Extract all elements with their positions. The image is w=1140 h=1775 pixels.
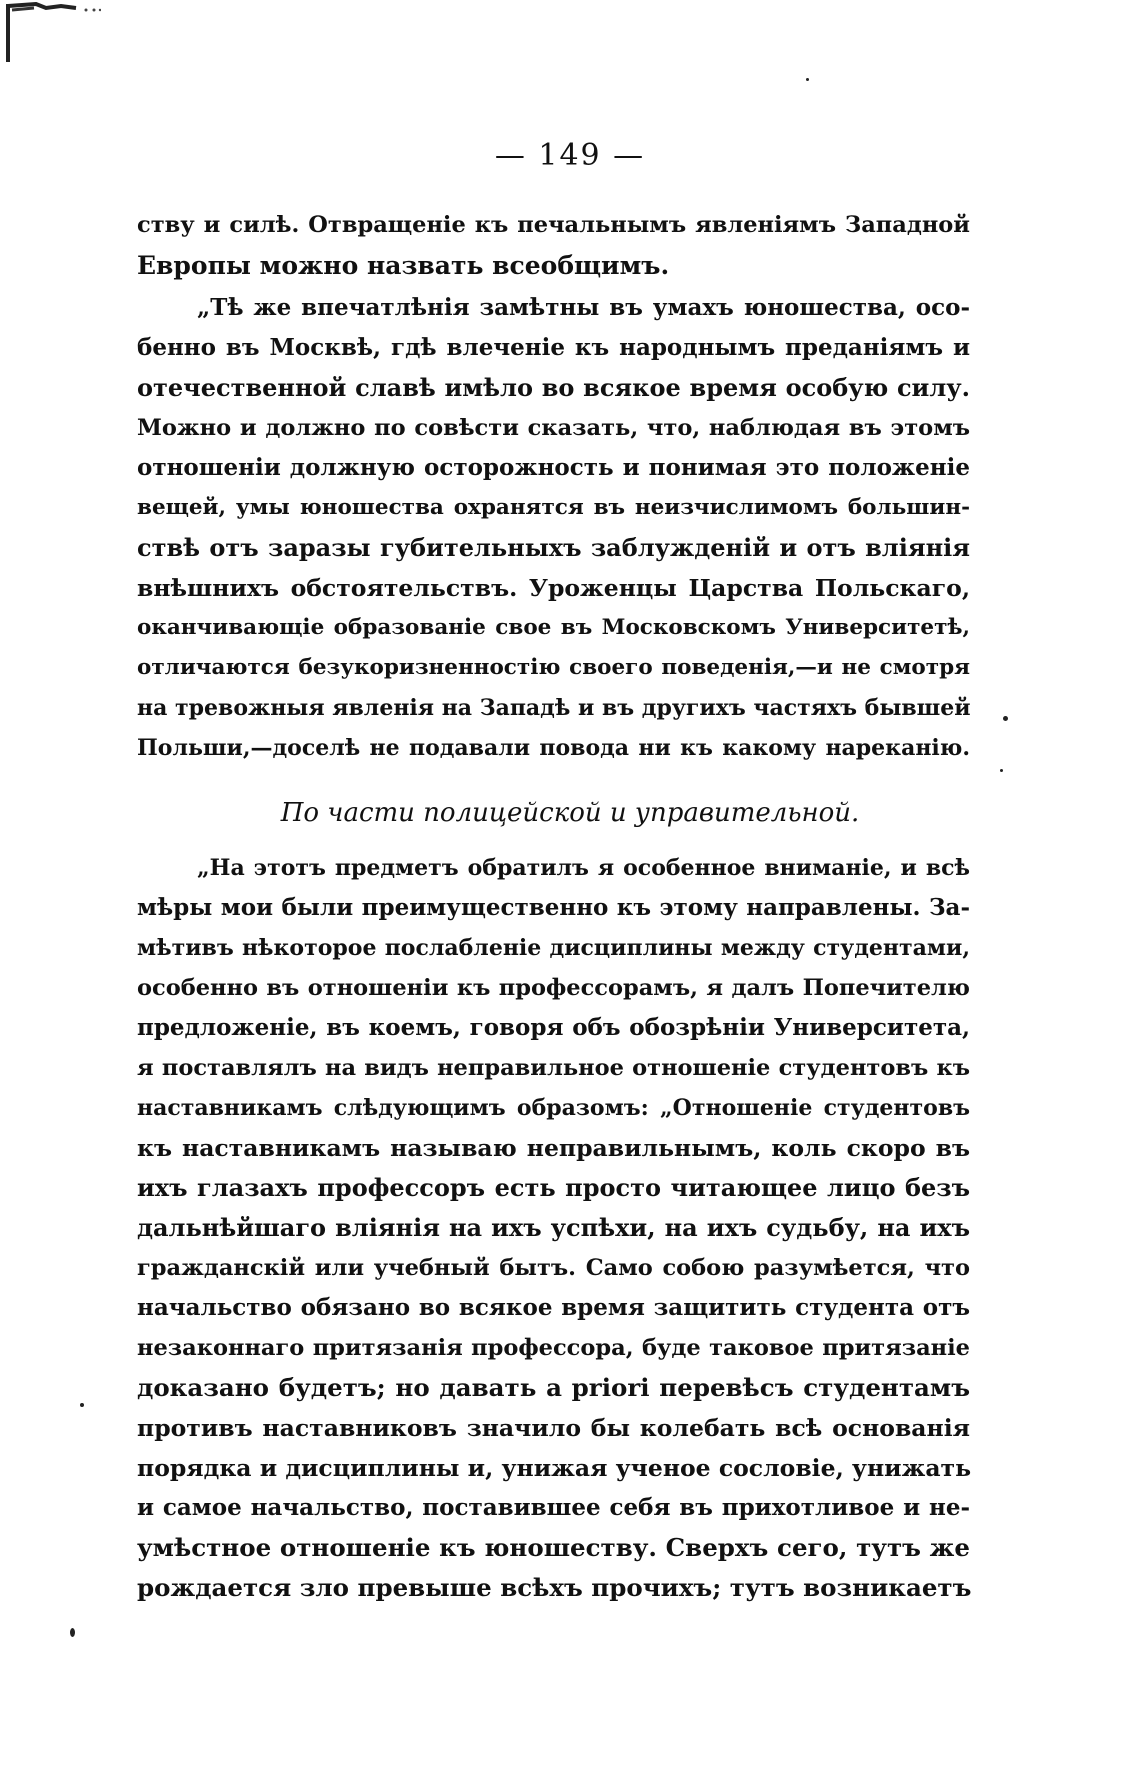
text-line: и самое начальство, поставившее себя въ прихотливое и не-: [137, 1494, 970, 1521]
text-line: ихъ глазахъ профессоръ есть просто читающее лицо безъ: [137, 1173, 970, 1202]
text-line: оканчивающіе образованіе свое въ Московскомъ Университетѣ,: [137, 615, 970, 640]
text-line: вещей, умы юношества охранятся въ неизчислимомъ большин-: [137, 495, 970, 520]
scan-speck: [70, 1628, 75, 1637]
text-line: мѣры мои были преимущественно къ этому направлены. За-: [137, 894, 970, 921]
section-heading: По части полицейской и управительной.: [280, 798, 860, 828]
text-line: рождается зло превыше всѣхъ прочихъ; тутъ возникаетъ: [137, 1573, 972, 1602]
text-line: доказано будетъ; но давать a priori перевѣсъ студентамъ: [137, 1373, 970, 1402]
text-line: внѣшнихъ обстоятельствъ. Уроженцы Царства Польскаго,: [137, 574, 970, 602]
text-line: Можно и должно по совѣсти сказать, что, наблюдая въ этомъ: [137, 415, 970, 441]
text-line: ствѣ отъ заразы губительныхъ заблужденій и отъ вліянія: [137, 533, 970, 562]
text-line: особенно въ отношеніи къ профессорамъ, я далъ Попечителю: [137, 975, 970, 1001]
text-line: Европы можно назвать всеобщимъ.: [137, 251, 670, 280]
text-line: противъ наставниковъ значило бы колебать всѣ основанія: [137, 1414, 970, 1442]
text-line: дальнѣйшаго вліянія на ихъ успѣхи, на ихъ судьбу, на ихъ: [137, 1213, 970, 1242]
scan-speck: [1000, 769, 1003, 772]
text-line: на тревожныя явленія на Западѣ и въ другихъ частяхъ бывшей: [137, 695, 971, 721]
scan-speck: [806, 78, 809, 81]
page-number: — 149 —: [494, 138, 646, 173]
scan-corner-mark: [6, 2, 101, 62]
text-line: Польши,—доселѣ не подавали повода ни къ какому нареканію.: [137, 735, 970, 761]
text-line: отношеніи должную осторожность и понимая это положеніе: [137, 454, 970, 481]
text-line: ству и силѣ. Отвращеніе къ печальнымъ явленіямъ Западной: [137, 212, 970, 238]
text-line: незаконнаго притязанія профессора, буде таковое притязаніе: [137, 1335, 970, 1361]
text-line: отечественной славѣ имѣло во всякое время особую силу.: [137, 373, 970, 402]
text-line: я поставлялъ на видъ неправильное отношеніе студентовъ къ: [137, 1055, 970, 1081]
text-line: порядка и дисциплины и, унижая ученое сословіе, унижать: [137, 1454, 972, 1482]
text-line: отличаются безукоризненностію своего поведенія,—и не смотря: [137, 655, 970, 680]
text-line: „На этотъ предметъ обратилъ я особенное вниманіе, и всѣ: [197, 855, 970, 881]
text-line: къ наставникамъ называю неправильнымъ, коль скоро въ: [137, 1134, 970, 1162]
scan-speck: [80, 1403, 84, 1407]
text-line: „Тѣ же впечатлѣнія замѣтны въ умахъ юношества, осо-: [197, 294, 970, 321]
scan-speck: [1003, 716, 1008, 721]
text-line: умѣстное отношеніе къ юношеству. Сверхъ сего, тутъ же: [137, 1533, 970, 1562]
text-line: бенно въ Москвѣ, гдѣ влеченіе къ народнымъ преданіямъ и: [137, 334, 970, 361]
text-line: гражданскій или учебный бытъ. Само собою разумѣется, что: [137, 1255, 970, 1281]
text-line: предложеніе, въ коемъ, говоря объ обозрѣніи Университета,: [137, 1014, 970, 1041]
text-line: начальство обязано во всякое время защитить студента отъ: [137, 1294, 970, 1321]
text-line: мѣтивъ нѣкоторое послабленіе дисциплины между студентами,: [137, 935, 970, 961]
text-line: наставникамъ слѣдующимъ образомъ: „Отношеніе студентовъ: [137, 1095, 970, 1121]
